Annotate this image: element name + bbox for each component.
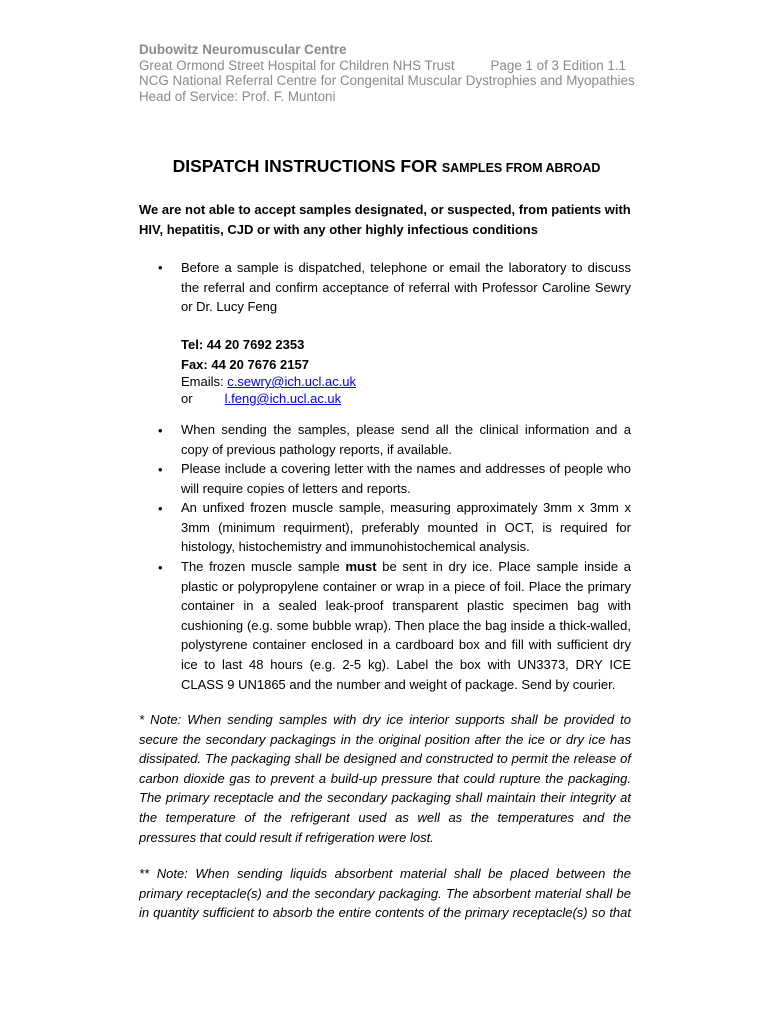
- email-link-feng[interactable]: l.feng@ich.ucl.ac.uk: [224, 391, 342, 406]
- bullet-item-contact-lab: Before a sample is dispatched, telephone or email the laboratory to discuss the referral and confirm acceptance of referral with Professor Caroline Sewry or Dr. Lucy Feng: [181, 260, 631, 315]
- bullet-marker: •: [158, 501, 163, 516]
- bullet-marker: •: [158, 560, 163, 575]
- bullet-item-dry-ice: [181, 557, 631, 694]
- telephone-number: Tel: 44 20 7692 2353: [181, 337, 305, 352]
- b5-text-before: The frozen muscle sample: [181, 559, 340, 574]
- header-row: [139, 58, 626, 74]
- or-label: or: [181, 391, 193, 406]
- referral-centre: NCG National Referral Centre for Congenital Muscular Dystrophies and Myopathies: [139, 73, 635, 89]
- head-of-service: Head of Service: Prof. F. Muntoni: [139, 88, 336, 104]
- bullet-marker: •: [158, 462, 163, 477]
- hospital-name: Great Ormond Street Hospital for Children NHS Trust: [139, 57, 455, 73]
- fax-number: Fax: 44 20 7676 2157: [181, 357, 309, 372]
- bullet-item-muscle-sample: An unfixed frozen muscle sample, measuring approximately 3mm x 3mm x 3mm (minimum requirment), preferably mounted in OCT, is required for histology, histochemistry and immunohistochemical analysis.: [181, 500, 631, 555]
- email-line-2: [181, 390, 356, 407]
- b5-emphasis: must: [345, 559, 377, 574]
- emails-label: Emails:: [181, 374, 224, 389]
- b5-text-after: be sent in dry ice. Place sample inside a plastic or polypropylene container or wrap in a piece of foil. Place the primary container in a sealed leak-proof transparent plastic specimen bag with cushioning (e.g. some bubble wrap). Then place the bag inside a thick-walled, polystyrene container enclosed in a cardboard box and fill with sufficient dry ice to last 48 hours (e.g. 2-5 kg). Label the box with UN3373, DRY ICE CLASS 9 UN1865 and the number and weight of package. Send by courier.: [181, 559, 631, 692]
- note-liquids: ** Note: When sending liquids absorbent material shall be placed between the primary receptacle(s) and the secondary packaging. The absorbent material shall be in quantity sufficient to absorb the entire contents of the primary receptacle(s) so that: [139, 866, 631, 921]
- title-main: DISPATCH INSTRUCTIONS FOR: [172, 156, 438, 176]
- email-line-1: [181, 373, 356, 390]
- bullet-marker: •: [158, 423, 163, 438]
- organization-name: Dubowitz Neuromuscular Centre: [139, 42, 347, 57]
- bullet-item-covering-letter: Please include a covering letter with the names and addresses of people who will require copies of letters and reports.: [181, 461, 631, 496]
- contact-details: [181, 336, 356, 407]
- page-info: Page 1 of 3 Edition 1.1: [490, 57, 626, 73]
- infection-warning: We are not able to accept samples designated, or suspected, from patients with HIV, hepatitis, CJD or with any other highly infectious conditions: [139, 202, 631, 237]
- bullet-item-clinical-info: When sending the samples, please send all the clinical information and a copy of previous pathology reports, if available.: [181, 422, 631, 457]
- bullet-marker: •: [158, 260, 163, 275]
- note-dry-ice: * Note: When sending samples with dry ice interior supports shall be provided to secure the secondary packagings in the original position after the ice or dry ice has dissipated. The packaging shall be designed and constructed to permit the release of carbon dioxide gas to prevent a build-up pressure that could rupture the packaging. The primary receptacle and the secondary packaging shall maintain their integrity at the temperature of the refrigerant used as well as the temperatures and the pressures that could result if refrigeration were lost.: [139, 712, 631, 845]
- title-sub: SAMPLES FROM ABROAD: [441, 161, 601, 175]
- page-title: [139, 156, 634, 177]
- email-link-sewry[interactable]: c.sewry@ich.ucl.ac.uk: [227, 374, 357, 389]
- page-header: [139, 42, 639, 104]
